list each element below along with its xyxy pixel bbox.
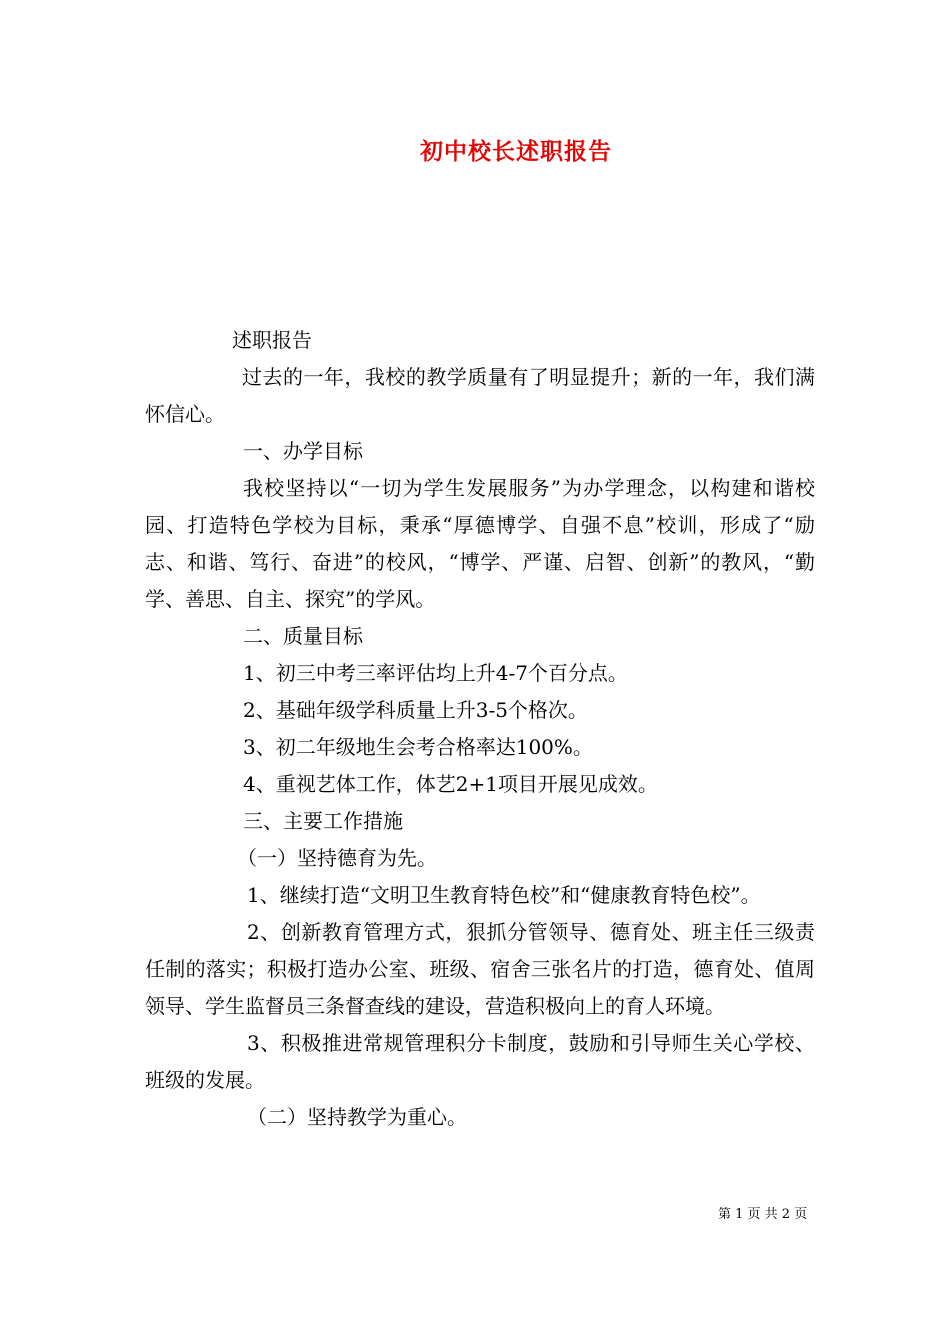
paragraph-school-goals: 我校坚持以“一切为学生发展服务”为办学理念，以构建和谐校园、打造特色学校为目标，秉承“厚德博学、自强不息”校训，形成了“励志、和谐、笃行、奋进”的校风，“博学、严谨、启智、创新”的教风，“勤学、善思、自主、探究”的学风。 [145, 476, 815, 611]
paragraph-intro: 过去的一年，我校的教学质量有了明显提升；新的一年，我们满怀信心。 [145, 365, 815, 426]
section-heading-school-goals: 一、办学目标 [243, 439, 363, 463]
quality-goal-item-3: 3、初二年级地生会考合格率达100%。 [243, 735, 593, 759]
page-number-footer: 第 1 页 共 2 页 [718, 1207, 808, 1222]
measure-item-1: 1、继续打造“文明卫生教育特色校”和“健康教育特色校”。 [247, 883, 761, 907]
quality-goal-item-4: 4、重视艺体工作，体艺2+1项目开展见成效。 [243, 772, 658, 796]
quality-goal-item-1: 1、初三中考三率评估均上升4-7个百分点。 [243, 661, 628, 685]
document-title: 初中校长述职报告 [420, 138, 612, 165]
quality-goal-item-2: 2、基础年级学科质量上升3-5个格次。 [243, 698, 588, 722]
subheading-teaching-focus: （二）坚持教学为重心。 [247, 1105, 467, 1129]
document-body [145, 322, 815, 1136]
subheading-moral-education: （一）坚持德育为先。 [237, 846, 437, 870]
section-heading-quality-goals: 二、质量目标 [243, 624, 363, 648]
measure-item-2: 2、创新教育管理方式，狠抓分管领导、德育处、班主任三级责任制的落实；积极打造办公室、班级、宿舍三张名片的打造，德育处、值周领导、学生监督员三条督查线的建设，营造积极向上的育人环境。 [145, 920, 815, 1018]
section-heading-main-measures: 三、主要工作措施 [243, 809, 403, 833]
measure-item-3: 3、积极推进常规管理积分卡制度，鼓励和引导师生关心学校、班级的发展。 [145, 1031, 815, 1092]
section-heading-report: 述职报告 [232, 328, 312, 352]
